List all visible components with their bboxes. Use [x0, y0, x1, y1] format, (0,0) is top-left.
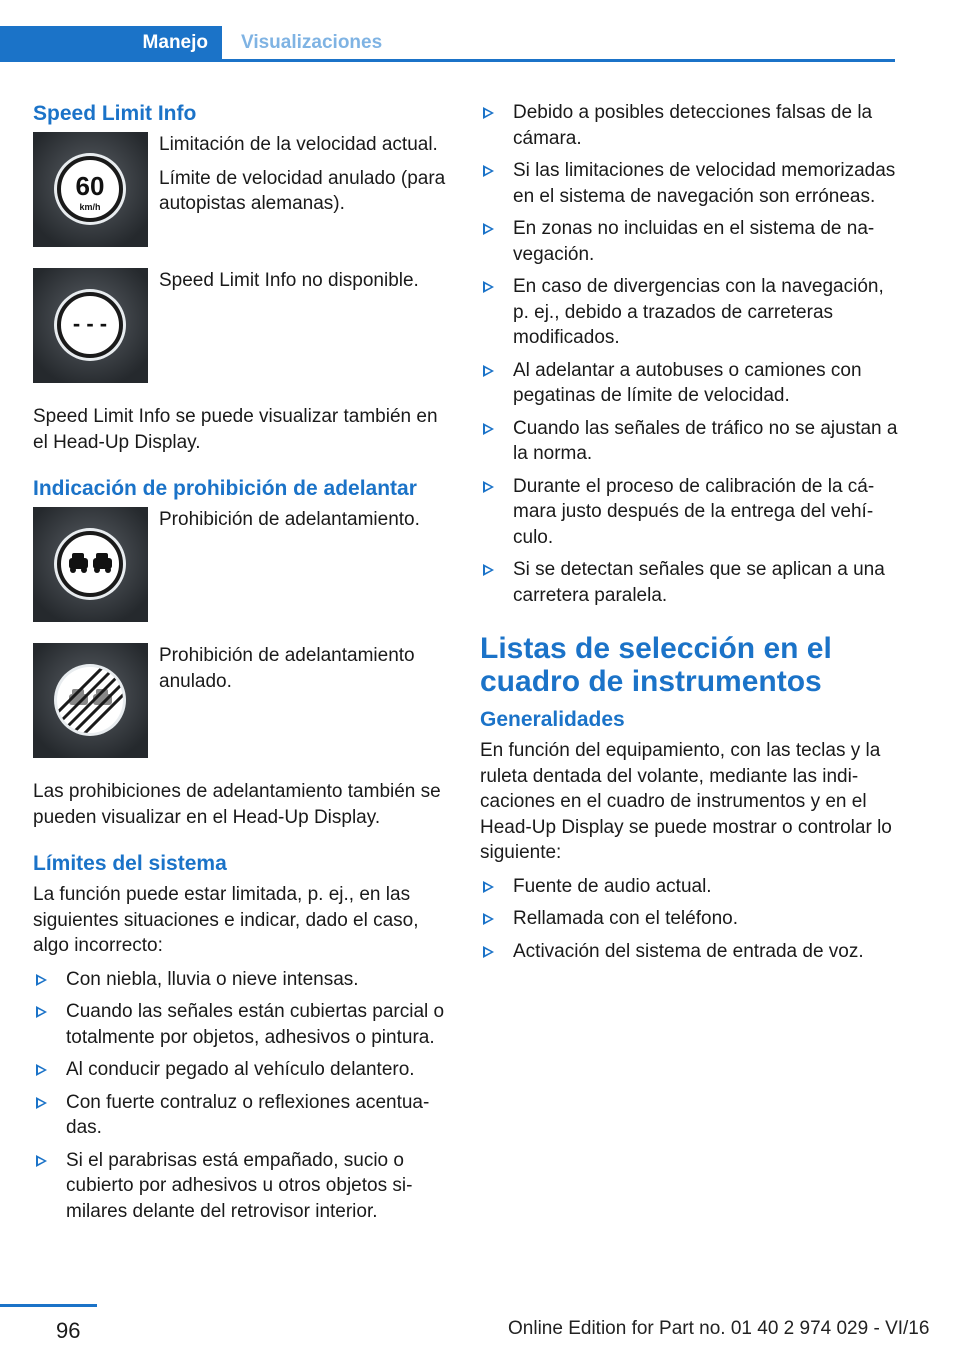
general-heading: Generalidades — [480, 708, 625, 731]
no-overtaking-sign-image — [33, 507, 148, 622]
list-item: Al adelantar a autobuses o camiones con pegatinas de límite de velocidad. — [480, 358, 898, 409]
sign-row-60 — [33, 132, 448, 268]
sign-row-no-overtaking — [33, 507, 448, 643]
speed-limit-current-text: Limitación de la velocidad actual. — [159, 134, 438, 155]
general-intro: En función del equipamiento, con las teclas y la ruleta dentada del volante, mediante las indicaciones en el cuadro de instrumentos y en el Head-Up Display se puede mostrar o controlar lo siguiente: — [480, 740, 892, 863]
speed-limit-heading: Speed Limit Info — [33, 102, 197, 125]
list-item: Al conducir pegado al vehículo delantero. — [33, 1057, 448, 1083]
speed-limit-unavailable-sign-image — [33, 268, 148, 383]
footer-divider — [0, 1304, 97, 1307]
system-limits-heading: Límites del sistema — [33, 852, 227, 875]
selection-lists-heading: Listas de selección en el cuadro de instrumentos — [480, 632, 832, 698]
bullet-triangle-icon — [36, 1006, 47, 1018]
system-limits-intro: La función puede estar limitada, p. ej., en las siguientes situaciones e indicar, dado el caso, algo incorrecto: — [33, 884, 419, 956]
list-item: En zonas no incluidas en el sistema de navegación. — [480, 216, 898, 267]
system-limits-list-right — [480, 100, 898, 608]
overtake-heading: Indicación de prohibición de adelantar — [33, 477, 417, 500]
bullet-triangle-icon — [483, 423, 494, 435]
bullet-triangle-icon — [483, 223, 494, 235]
list-item: Con niebla, lluvia o nieve intensas. — [33, 967, 448, 993]
unavailable-dashes: - - - — [72, 311, 108, 336]
list-item: Debido a posibles detecciones falsas de la cámara. — [480, 100, 898, 151]
bullet-triangle-icon — [483, 165, 494, 177]
bullet-triangle-icon — [36, 1097, 47, 1109]
speed-number: 60 — [75, 171, 105, 201]
no-overtaking-text: Prohibición de adelantamiento. — [159, 509, 420, 530]
right-column — [480, 100, 898, 971]
speed-limit-hud-note: Speed Limit Info se puede visualizar también en el Head-Up Display. — [33, 406, 438, 453]
list-item: Rellamada con el teléfono. — [480, 906, 898, 932]
system-limits-list-left — [33, 967, 448, 1225]
list-item: Durante el proceso de calibración de la cámara justo después de la entrega del vehículo. — [480, 474, 898, 551]
left-column — [33, 100, 448, 1231]
speed-limit-60-sign-image — [33, 132, 148, 247]
header-divider — [222, 59, 895, 62]
list-item: En caso de divergencias con la navegación, p. ej., debido a trazados de carreteras modificados. — [480, 274, 898, 351]
bullet-triangle-icon — [483, 107, 494, 119]
online-edition-text: Online Edition for Part no. 01 40 2 974 029 - VI/16 — [508, 1318, 930, 1339]
bullet-triangle-icon — [36, 1064, 47, 1076]
bullet-triangle-icon — [36, 974, 47, 986]
general-list — [480, 874, 898, 965]
bullet-triangle-icon — [483, 281, 494, 293]
list-item: Fuente de audio actual. — [480, 874, 898, 900]
list-item: Si las limitaciones de velocidad memorizadas en el sistema de navegación son erróneas. — [480, 158, 898, 209]
overtake-hud-note: Las prohibiciones de adelantamiento también se pueden visualizar en el Head-Up Display. — [33, 781, 441, 828]
bullet-triangle-icon — [483, 881, 494, 893]
list-item: Si se detectan señales que se aplican a una carretera paralela. — [480, 557, 898, 608]
list-item: Con fuerte contraluz o reflexiones acentuadas. — [33, 1090, 448, 1141]
overtaking-cancelled-text: Prohibición de adelantamiento anulado. — [159, 645, 415, 692]
overtaking-cancelled-sign-image — [33, 643, 148, 758]
page-header — [0, 0, 895, 62]
tab-manejo[interactable]: Manejo — [0, 26, 222, 62]
speed-unit: km/h — [79, 202, 101, 212]
bullet-triangle-icon — [483, 913, 494, 925]
bullet-triangle-icon — [483, 564, 494, 576]
list-item: Activación del sistema de entrada de voz. — [480, 939, 898, 965]
list-item: Si el parabrisas está empañado, sucio o cubierto por adhesivos u otros objetos similares delante del retrovisor interior. — [33, 1148, 448, 1225]
list-item: Cuando las señales de tráfico no se ajustan a la norma. — [480, 416, 898, 467]
bullet-triangle-icon — [36, 1155, 47, 1167]
page-number: 96 — [56, 1318, 81, 1343]
bullet-triangle-icon — [483, 481, 494, 493]
bullet-triangle-icon — [483, 365, 494, 377]
bullet-triangle-icon — [483, 946, 494, 958]
sign-row-overtaking-cancelled — [33, 643, 448, 779]
tab-visualizaciones[interactable]: Visualizaciones — [241, 32, 383, 53]
sign-row-unavailable — [33, 268, 448, 404]
speed-limit-cancelled-text: Límite de velocidad anulado (para autopistas alemanas). — [159, 167, 446, 214]
list-item: Cuando las señales están cubiertas parcial o totalmente por objetos, adhesivos o pintura. — [33, 999, 448, 1050]
speed-limit-unavailable-text: Speed Limit Info no disponible. — [159, 270, 419, 291]
